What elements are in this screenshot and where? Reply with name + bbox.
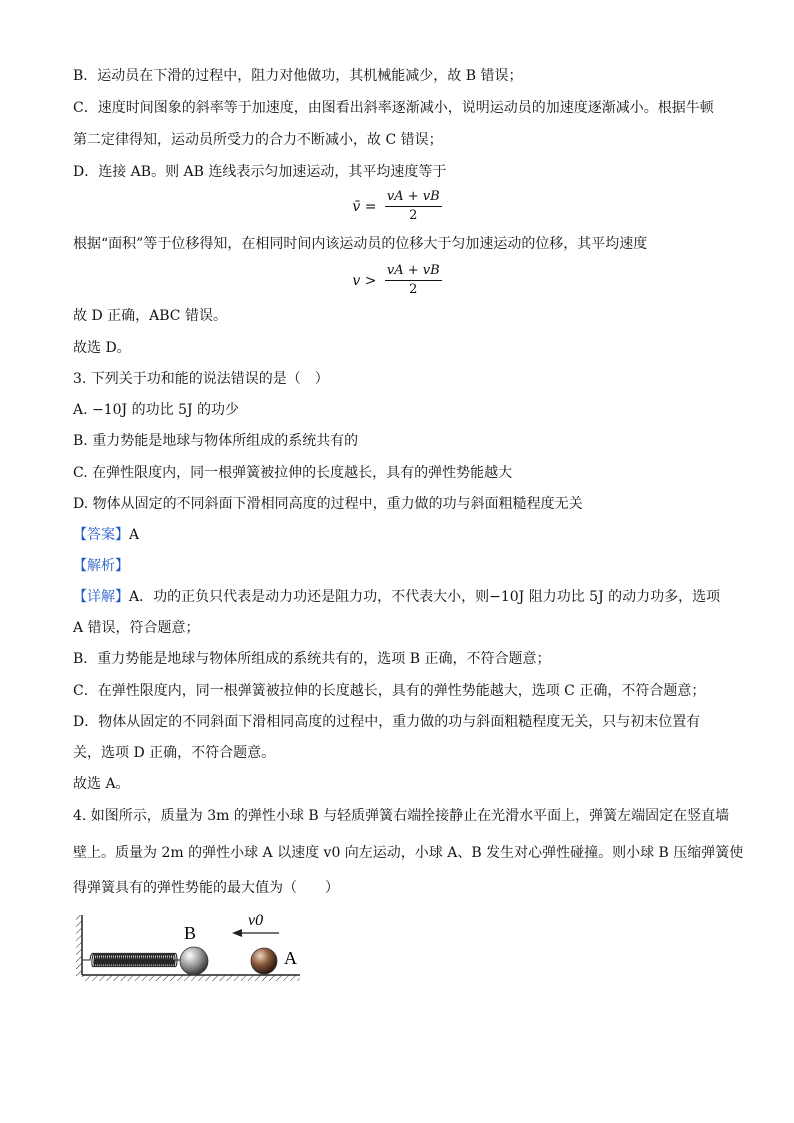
- line-choose-d: 故选 D。: [73, 340, 131, 356]
- q3-option-a: A. −10J 的功比 5J 的功少: [73, 402, 240, 418]
- line-area-text: 根据“面积”等于位移得知，在相同时间内该运动员的位移大于匀加速运动的位移，其平均速度: [73, 236, 648, 252]
- formula1-lhs: v̄ =: [352, 198, 377, 215]
- q4-stem-1: 4. 如图所示，质量为 3m 的弹性小球 B 与轻质弹簧右端拴接静止在光滑水平面上，弹簧左端固定在竖直墙: [73, 808, 730, 824]
- q3-detail-d1: D．物体从固定的不同斜面下滑相同高度的过程中，重力做的功与斜面粗糙程度无关，只与初末位置有: [73, 714, 701, 730]
- formula1-denominator: 2: [409, 208, 418, 223]
- label-a: A: [284, 948, 297, 968]
- line-conclusion: 故 D 正确，ABC 错误。: [73, 308, 227, 324]
- q3-option-d: D. 物体从固定的不同斜面下滑相同高度的过程中，重力做的功与斜面粗糙程度无关: [73, 496, 583, 512]
- q4-stem-3: 得弹簧具有的弹性势能的最大值为（ ）: [73, 880, 339, 896]
- line-c-option-1: C．速度时间图象的斜率等于加速度，由图看出斜率逐渐减小，说明运动员的加速度逐渐减小。根据牛顿: [73, 100, 714, 116]
- formula-inequality: [0, 262, 794, 299]
- ball-b: [180, 947, 208, 975]
- q3-detail-d2: 关，选项 D 正确，不符合题意。: [73, 745, 276, 761]
- answer-value: A: [129, 527, 140, 543]
- analysis-tag: 【解析】: [73, 558, 129, 574]
- q3-answer-line: [73, 525, 139, 545]
- floor-hatch: [82, 975, 300, 981]
- formula-average-velocity: [0, 188, 794, 225]
- q3-detail-line-2: A 错误，符合题意；: [73, 620, 200, 636]
- formula2-numerator: vA + vB: [385, 262, 442, 281]
- detail-tag: 【详解】: [73, 589, 129, 605]
- line-b-option: B．运动员在下滑的过程中，阻力对他做功，其机械能减少，故 B 错误；: [73, 68, 523, 84]
- formula1-numerator: vA + vB: [385, 188, 442, 207]
- q3-choose: 故选 A。: [73, 776, 130, 792]
- formula2-denominator: 2: [409, 282, 418, 297]
- answer-tag: 【答案】: [73, 527, 129, 543]
- q3-stem: 3. 下列关于功和能的说法错误的是（ ）: [73, 371, 329, 387]
- q3-detail-line-1: [73, 587, 720, 607]
- detail-text-1: A．功的正负只代表是动力功还是阻力功，不代表大小，则−10J 阻力功比 5J 的动力功多，选项: [129, 589, 721, 605]
- q3-analysis-line: [73, 556, 129, 576]
- q3-option-b: B. 重力势能是地球与物体所组成的系统共有的: [73, 433, 359, 449]
- figure-svg: [76, 905, 306, 985]
- line-d-option-1: D．连接 AB。则 AB 连线表示匀加速运动，其平均速度等于: [73, 164, 447, 180]
- arrow-head: [232, 929, 242, 937]
- q3-option-c: C. 在弹性限度内，同一根弹簧被拉伸的长度越长，具有的弹性势能越大: [73, 465, 513, 481]
- label-v0: v0: [248, 912, 264, 929]
- ball-a: [251, 948, 277, 974]
- wall-hatch: [76, 915, 82, 977]
- spring-ball-figure: [76, 905, 306, 989]
- formula2-lhs: v >: [352, 272, 377, 289]
- q4-stem-2: 壁上。质量为 2m 的弹性小球 A 以速度 v0 向左运动，小球 A、B 发生对心弹性碰撞。则小球 B 压缩弹簧使: [73, 845, 744, 861]
- spring: [82, 953, 180, 967]
- q3-detail-c: C．在弹性限度内，同一根弹簧被拉伸的长度越长，具有的弹性势能越大，选项 C 正确，不符合题意；: [73, 683, 706, 699]
- label-b: B: [184, 923, 197, 943]
- line-c-option-2: 第二定律得知，运动员所受力的合力不断减小，故 C 错误；: [73, 132, 443, 148]
- q3-detail-b: B．重力势能是地球与物体所组成的系统共有的，选项 B 正确，不符合题意；: [73, 651, 551, 667]
